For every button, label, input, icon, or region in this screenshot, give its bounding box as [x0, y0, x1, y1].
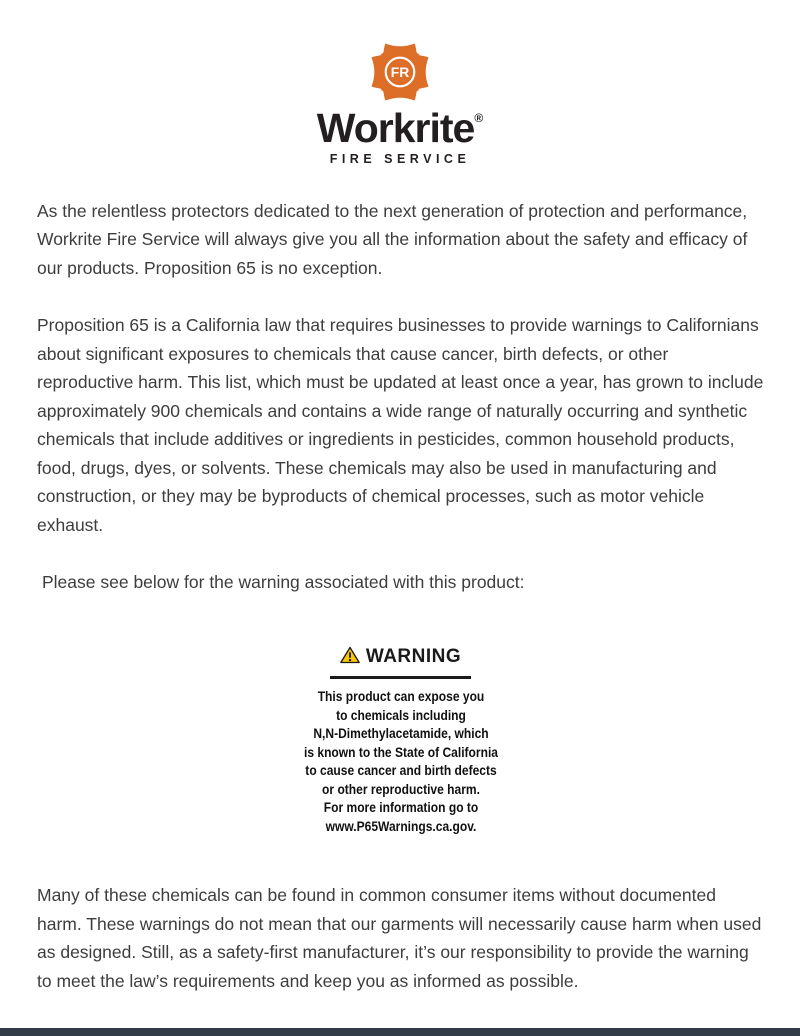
brand-wordmark — [0, 105, 800, 151]
prop65-warning-label — [261, 642, 541, 836]
warning-url-line: www.P65Warnings.ca.gov. — [325, 817, 476, 834]
warning-text — [280, 687, 521, 835]
emblem-fr-text: FR — [390, 63, 410, 80]
paragraph-prop65-law: Proposition 65 is a California law that requires businesses to provide warnings to Californians about significant exposures to chemicals that cause cancer, birth defects, or other reproductive harm. This list, which must be updated at least once a year, has grown to include approximately 900 chemicals and contains a wide range of naturally occurring and synthetic chemicals that include additives or ingredients in pesticides, common household products, food, drugs, dyes, or solvents. These chemicals may also be used in manufacturing and construction, or they may be byproducts of chemical processes, such as motor vehicle exhaust. — [37, 315, 764, 535]
warning-line: to cause cancer and birth defects — [304, 762, 497, 778]
fire-maltese-cross-icon — [367, 41, 433, 103]
paragraph-see-below: Please see below for the warning associated with this product: — [42, 572, 525, 592]
warning-triangle-icon — [340, 646, 360, 664]
paragraph-intro: As the relentless protectors dedicated to the next generation of protection and performance, Workrite Fire Service will always give you all the information about the safety and efficacy of our products. Proposition 65 is no exception. — [37, 200, 748, 278]
footer-bar — [0, 1028, 800, 1036]
warning-line: For more information go to — [323, 799, 478, 815]
registered-trademark-symbol: ® — [474, 111, 484, 125]
brand-tagline: FIRE SERVICE — [329, 152, 471, 166]
warning-title: WARNING — [365, 645, 462, 667]
warning-header — [330, 642, 471, 680]
warning-line: or other reproductive harm. — [321, 780, 480, 797]
workrite-logo — [0, 0, 800, 166]
warning-line: N,N-Dimethylacetamide, which — [312, 725, 489, 741]
warning-line: is known to the State of California — [303, 743, 498, 760]
page-body — [37, 197, 764, 996]
warning-line: to chemicals including — [335, 706, 466, 723]
paragraph-closing: Many of these chemicals can be found in common consumer items without documented harm. These warnings do not mean that our garments will necessarily cause harm when used as designed. Still, as a safety-first manufacturer, it’s our responsibility to provide the warning to meet the law’s requirements and keep you as informed as possible. — [37, 885, 762, 991]
brand-name-text: Workrite — [316, 105, 475, 151]
warning-line: This product can expose you — [317, 688, 484, 704]
